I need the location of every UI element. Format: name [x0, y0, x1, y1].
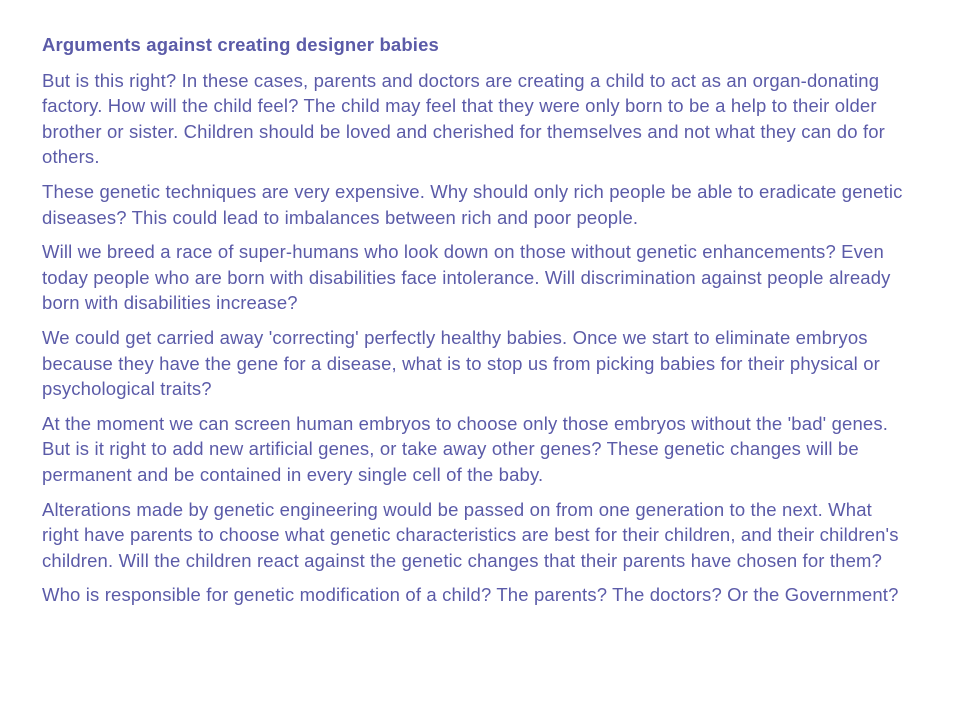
paragraph-responsibility: Who is responsible for genetic modification of a child? The parents? The doctors? Or the Government?	[42, 584, 899, 606]
paragraph-organ-donating: But is this right? In these cases, parents and doctors are creating a child to act as an organ-donating factory. How will the child feel? The child may feel that they were only born to be a help to their older brother or sister. Children should be loved and cherished for themselves and not what they can do for others.	[42, 69, 885, 168]
slide-content	[42, 32, 912, 617]
paragraph-generations: Alterations made by genetic engineering would be passed on from one generation to the next. What right have parents to choose what genetic characteristics are best for their children, and their children's children. Will the children react against the genetic changes that their parents have chosen for them?	[42, 498, 899, 571]
paragraph-screening-embryos: At the moment we can screen human embryos to choose only those embryos without the 'bad' genes. But is it right to add new artificial genes, or take away other genes? These genetic changes will be permanent and be contained in every single cell of the baby.	[42, 412, 889, 485]
paragraph-correcting-babies: We could get carried away 'correcting' perfectly healthy babies. Once we start to eliminate embryos because they have the gene for a disease, what is to stop us from picking babies for their physical or psychological traits?	[42, 326, 880, 400]
paragraph-super-humans: Will we breed a race of super-humans who look down on those without genetic enhancements? Even today people who are born with disabilities face intolerance. Will discrimination against people already born with disabilities increase?	[42, 241, 891, 314]
slide-heading: Arguments against creating designer babies	[42, 34, 439, 55]
paragraph-expense: These genetic techniques are very expensive. Why should only rich people be able to eradicate genetic diseases? This could lead to imbalances between rich and poor people.	[42, 180, 903, 228]
